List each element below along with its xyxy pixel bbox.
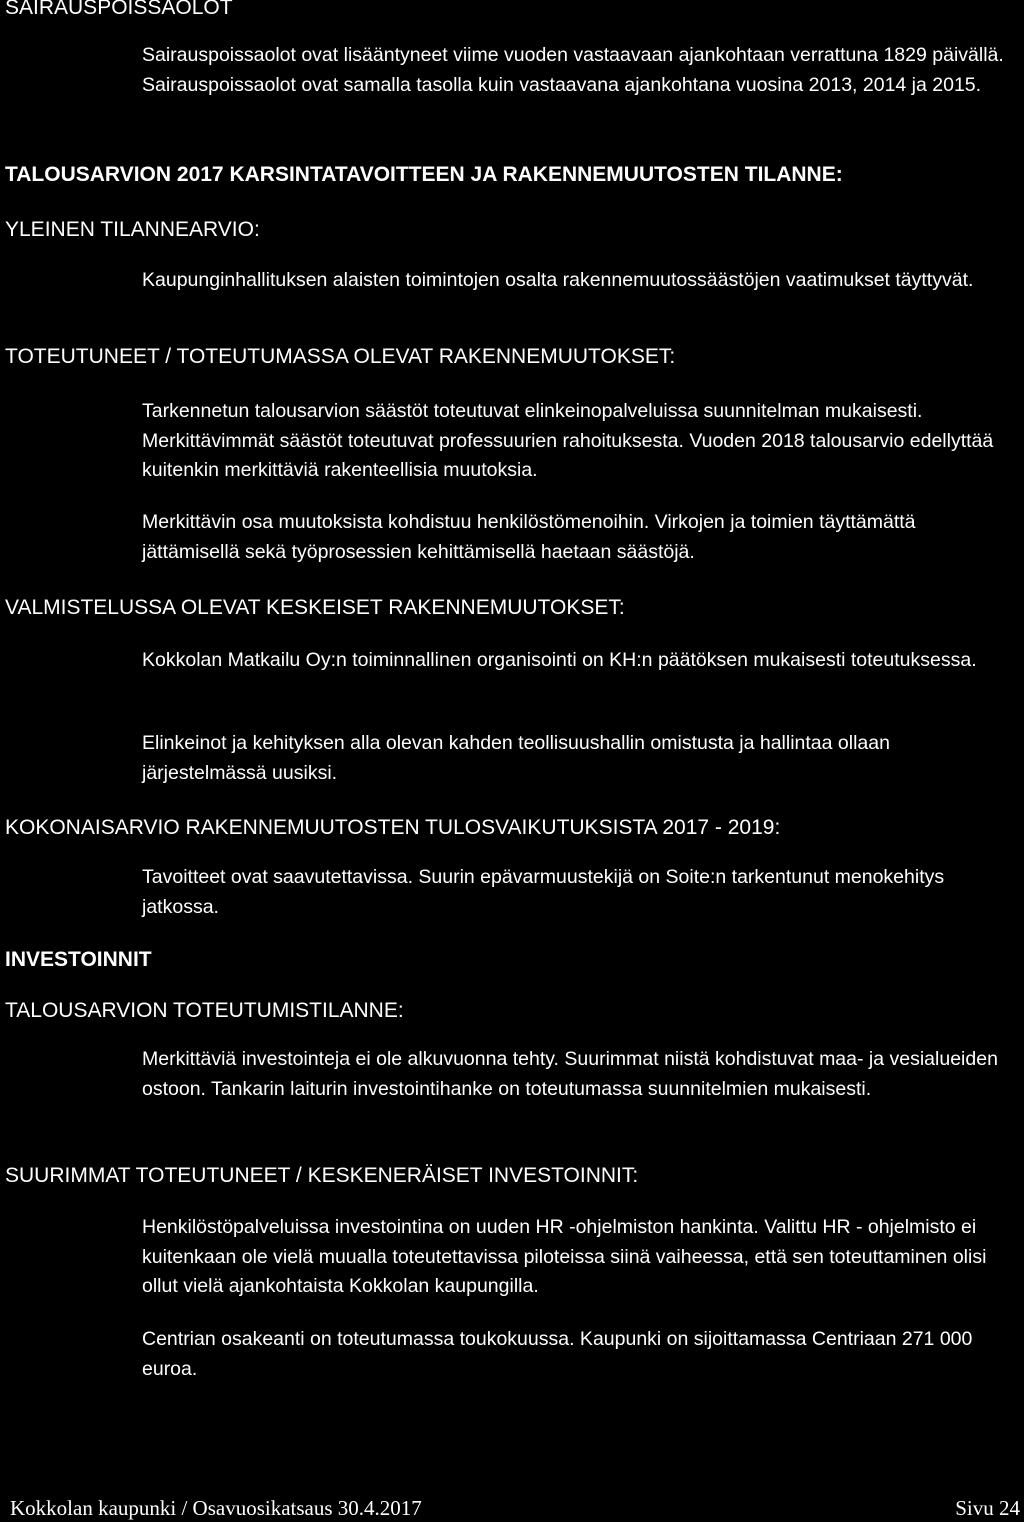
heading-toteutuneet-rakennemuutokset: TOTEUTUNEET / TOTEUTUMASSA OLEVAT RAKENNEMUUTOKSET: [5,345,676,368]
paragraph-kokkolan-matkailu: Kokkolan Matkailu Oy:n toiminnallinen organisointi on KH:n päätöksen mukaisesti toteutuksessa. [142,649,977,671]
paragraph-tarkennettu-talousarvio: Tarkennetun talousarvion säästöt toteutuvat elinkeinopalveluissa suunnitelman mukaisesti. Merkittävimmät säästöt toteutuvat professuurien rahoituksesta. Vuoden 2018 talousarvio edellyttää kuitenkin merkittäviä rakenteellisia muutoksia. [142,400,994,481]
heading-sairauspoissaolot: SAIRAUSPOISSAOLOT [5,0,233,19]
heading-talousarvion-toteutumistilanne: TALOUSARVION TOTEUTUMISTILANNE: [5,999,404,1022]
paragraph-sairauspoissaolot: Sairauspoissaolot ovat lisääntyneet viime vuoden vastaavaan ajankohtaan verrattuna 1829 päivällä. Sairauspoissaolot ovat samalla tasolla kuin vastaavana ajankohtana vuosina 2013, 2014 ja 2015. [142,44,1004,96]
paragraph-investoinnit-alkuvuosi: Merkittäviä investointeja ei ole alkuvuonna tehty. Suurimmat niistä kohdistuvat maa- ja vesialueiden ostoon. Tankarin laiturin investointihanke on toteutumassa suunnitelmien mukaisesti. [142,1048,998,1100]
heading-valmistelussa-rakennemuutokset: VALMISTELUSSA OLEVAT KESKEISET RAKENNEMUUTOKSET: [5,596,625,619]
paragraph-tavoitteet: Tavoitteet ovat saavutettavissa. Suurin epävarmuustekijä on Soite:n tarkentunut menokehitys jatkossa. [142,866,945,918]
paragraph-hr-ohjelmisto: Henkilöstöpalveluissa investointina on uuden HR -ohjelmiston hankinta. Valittu HR - ohjelmisto ei kuitenkaan ole vielä muualla toteutettavissa piloteissa siinä vaiheessa, että sen toteuttaminen olisi ollut vielä ajankohtaista Kokkolan kaupungilla. [142,1216,987,1297]
heading-suurimmat-investoinnit: SUURIMMAT TOTEUTUNEET / KESKENERÄISET INVESTOINNIT: [5,1164,639,1187]
paragraph-centria-osakeanti: Centrian osakeanti on toteutumassa toukokuussa. Kaupunki on sijoittamassa Centriaan 271 000 euroa. [142,1328,973,1380]
page-number: Sivu 24 [955,1496,1020,1520]
footer-title: Kokkolan kaupunki / Osavuosikatsaus 30.4.2017 [10,1496,422,1520]
heading-talousarvio-karsintatavoite: TALOUSARVION 2017 KARSINTATAVOITTEEN JA RAKENNEMUUTOSTEN TILANNE: [5,163,843,186]
paragraph-teollisuushallit: Elinkeinot ja kehityksen alla olevan kahden teollisuushallin omistusta ja hallintaa ollaan järjestelmässä uusiksi. [142,732,890,784]
heading-kokonaisarvio: KOKONAISARVIO RAKENNEMUUTOSTEN TULOSVAIKUTUKSISTA 2017 - 2019: [5,816,781,839]
heading-investoinnit: INVESTOINNIT [5,948,152,971]
heading-yleinen-tilannearvio: YLEINEN TILANNEARVIO: [5,218,260,241]
paragraph-henkilostomenot: Merkittävin osa muutoksista kohdistuu henkilöstömenoihin. Virkojen ja toimien täyttämättä jättämisellä sekä työprosessien kehittämisellä haetaan säästöjä. [142,511,916,563]
paragraph-yleinen-tilannearvio: Kaupunginhallituksen alaisten toimintojen osalta rakennemuutossäästöjen vaatimukset täyttyvät. [142,269,974,291]
